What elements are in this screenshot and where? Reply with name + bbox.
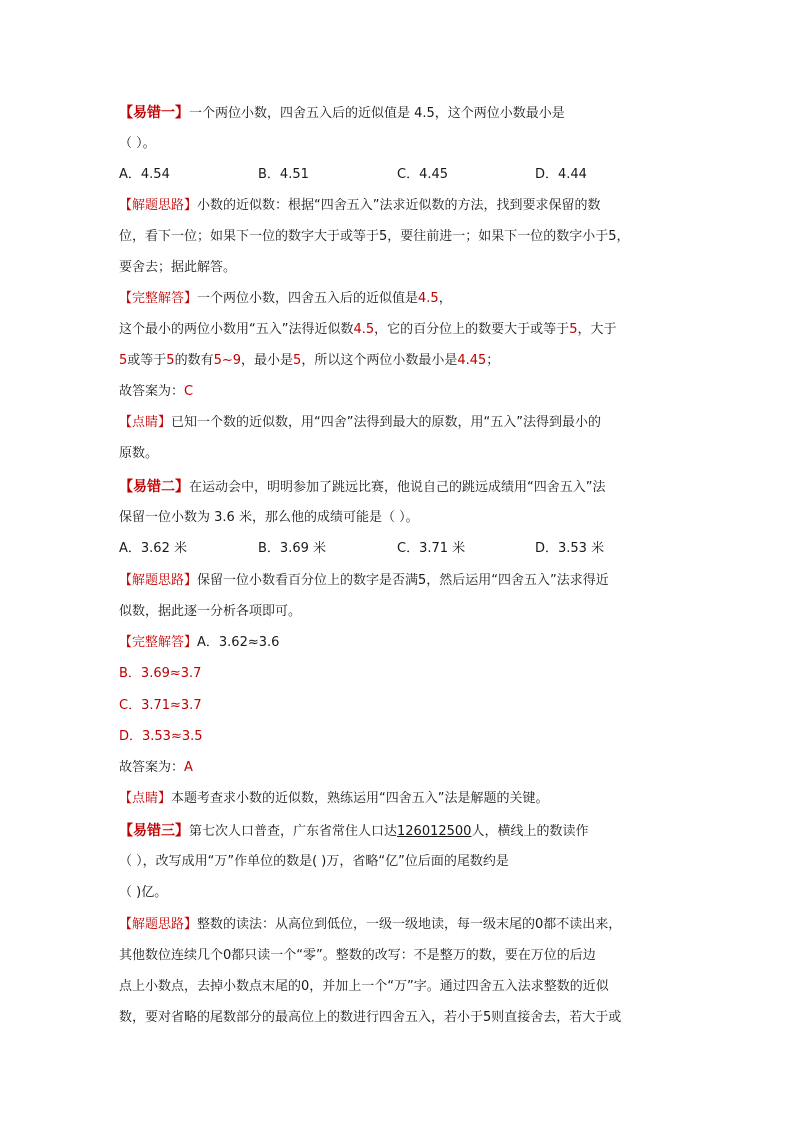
q1-answer-line-2 <box>119 321 616 339</box>
q1-answer-l3-seg: 4.45 <box>457 353 487 368</box>
q2-options <box>119 540 679 558</box>
q2-tip-line <box>119 790 549 808</box>
q1-analysis-line-2: 位，看下一位；如果下一位的数字大于或等于5，要往前进一；如果下一位的数字小于5， <box>119 229 630 244</box>
q2-analysis-line-1 <box>119 572 609 590</box>
q1-final-value: C <box>184 384 194 399</box>
q2-tip-text: 本题考查求小数的近似数，熟练运用“四舍五入”法是解题的关键。 <box>171 791 549 806</box>
q1-answer-l2-seg: ，大于 <box>577 322 617 337</box>
q1-answer-text-c: ， <box>438 291 452 306</box>
q3-population-number: 126012500 <box>397 824 472 839</box>
q2-answer-line-1 <box>119 634 279 652</box>
q3-analysis-line-4: 数，要对省略的尾数部分的最高位上的数进行四舍五入，若小于5则直接舍去，若大于或 <box>119 1010 622 1025</box>
q2-tag: 【易错二】 <box>119 479 189 495</box>
q2-analysis-text-1: 保留一位小数看百分位上的数字是否满5，然后运用“四舍五入”法求得近 <box>197 573 609 588</box>
q1-tag: 【易错一】 <box>119 105 189 121</box>
q1-answer-l3-seg: 5 <box>166 353 175 368</box>
q1-answer-l2-seg: 5 <box>569 322 578 337</box>
q1-answer-l3-seg: ，最小是 <box>241 353 294 368</box>
q2-answer-d: D．3.53≈3.5 <box>119 729 203 744</box>
q1-tip-line-1 <box>119 414 601 432</box>
q3-analysis-text-1: 整数的读法：从高位到低位，一级一级地读，每一级末尾的0都不读出来， <box>197 917 622 932</box>
q2-answer-a: A．3.62≈3.6 <box>197 635 280 650</box>
q2-final-label: 故答案为： <box>119 760 185 775</box>
q1-answer-line-1 <box>119 290 452 308</box>
q2-analysis-line-2: 似数，据此逐一分析各项即可。 <box>119 604 302 619</box>
q1-analysis-line-1 <box>119 197 601 215</box>
q2-option-c: C．3.71 米 <box>397 541 466 556</box>
q1-answer-l3-seg: 5 <box>119 353 128 368</box>
q3-tag: 【易错三】 <box>119 823 189 839</box>
q2-final-answer <box>119 759 193 777</box>
q1-stem: 一个两位小数，四舍五入后的近似值是 4.5，这个两位小数最小是 <box>189 106 565 121</box>
q1-answer-l2-seg: 这个最小的两位小数用“五入”法得近似数 <box>119 322 354 337</box>
q1-answer-l2-seg: ，它的百分位上的数要大于或等于 <box>374 322 570 337</box>
q2-answer-c: C．3.71≈3.7 <box>119 698 202 713</box>
q1-final-label: 故答案为： <box>119 384 185 399</box>
q1-answer-value: 4.5 <box>418 291 439 306</box>
q2-answer-b: B．3.69≈3.7 <box>119 666 202 681</box>
q3-stem-text-b: 人，横线上的数读作 <box>471 824 589 839</box>
q3-analysis-line-3: 点上小数点，去掉小数点末尾的0，并加上一个“万”字。通过四舍五入法求整数的近似 <box>119 979 609 994</box>
q1-answer-l3-seg: 的数有 <box>174 353 214 368</box>
q3-stem-text-a: 第七次人口普查，广东省常住人口达 <box>189 824 398 839</box>
q1-tip-line-2: 原数。 <box>119 446 159 461</box>
q3-analysis-line-2: 其他数位连续几个0都只读一个“零”。整数的改写：不是整万的数，要在万位的后边 <box>119 948 596 963</box>
q3-stem-line-2: （ ），改写成用“万”作单位的数是( )万，省略“亿”位后面的尾数约是 <box>119 854 509 869</box>
q1-answer-l3-seg: ，所以这个两位小数最小是 <box>301 353 458 368</box>
q3-stem-line-1 <box>119 822 588 841</box>
q2-final-value: A <box>184 760 193 775</box>
q1-option-a: A．4.54 <box>119 167 170 182</box>
q3-analysis-tag: 【解题思路】 <box>119 917 198 932</box>
q1-option-d: D．4.44 <box>535 167 587 182</box>
q2-stem-text-1: 在运动会中，明明参加了跳远比赛，他说自己的跳远成绩用“四舍五入”法 <box>189 480 606 495</box>
q2-stem-line-2: 保留一位小数为 3.6 米，那么他的成绩可能是（ ）。 <box>119 510 419 525</box>
q1-answer-l2-seg: 4.5 <box>353 322 375 337</box>
q2-analysis-tag: 【解题思路】 <box>119 573 198 588</box>
q1-tip-text-1: 已知一个数的近似数，用“四舍”法得到最大的原数，用“五入”法得到最小的 <box>171 415 601 430</box>
q3-stem-line-3: （ )亿。 <box>119 885 168 900</box>
q1-answer-l3-seg: ； <box>486 353 500 368</box>
q2-option-d: D．3.53 米 <box>535 541 605 556</box>
q1-analysis-line-3: 要舍去；据此解答。 <box>119 260 237 275</box>
q3-analysis-line-1 <box>119 916 621 934</box>
q1-analysis-tag: 【解题思路】 <box>119 198 198 213</box>
q1-tip-tag: 【点睛】 <box>119 415 172 430</box>
q1-answer-tag: 【完整解答】 <box>119 291 198 306</box>
q1-answer-text-a: 一个两位小数，四舍五入后的近似值是 <box>197 291 419 306</box>
q2-option-b: B．3.69 米 <box>258 541 326 556</box>
q1-stem-line <box>119 104 565 123</box>
q2-stem-line-1 <box>119 478 605 497</box>
q1-answer-l3-seg: 5 <box>293 353 302 368</box>
q1-answer-line-3 <box>119 352 499 370</box>
q1-answer-l3-seg: 5~9 <box>213 353 242 368</box>
q1-options <box>119 166 679 184</box>
q1-answer-l3-seg: 或等于 <box>127 353 167 368</box>
q1-blank: （ ）。 <box>119 136 156 151</box>
q1-option-c: C．4.45 <box>397 167 449 182</box>
q2-answer-tag: 【完整解答】 <box>119 635 198 650</box>
q2-option-a: A．3.62 米 <box>119 541 187 556</box>
q1-option-b: B．4.51 <box>258 167 309 182</box>
q1-analysis-text-1: 小数的近似数：根据“四舍五入”法求近似数的方法，找到要求保留的数 <box>197 198 601 213</box>
q2-tip-tag: 【点睛】 <box>119 791 172 806</box>
q1-final-answer <box>119 383 193 401</box>
